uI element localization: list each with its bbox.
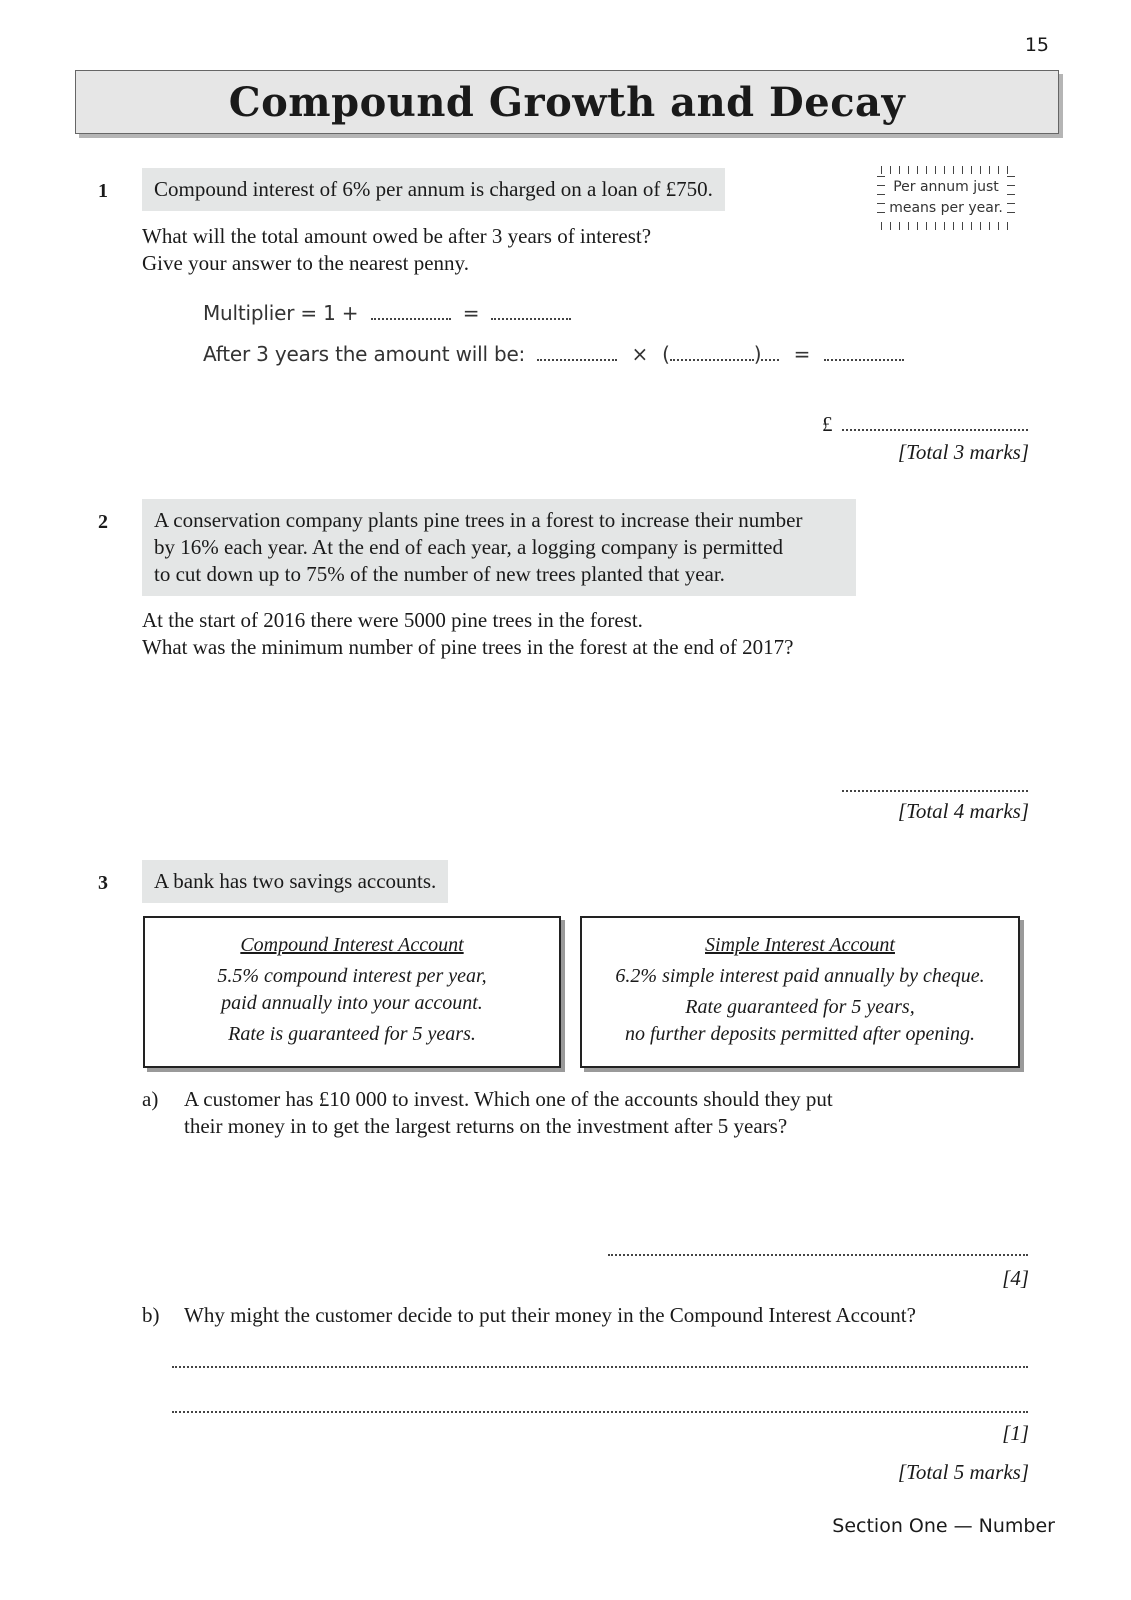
compound-account-line-2: paid annually into your account. [221, 992, 483, 1014]
part-b-marks: [1] [1002, 1421, 1029, 1445]
simple-account-line-3: no further deposits permitted after opening. [625, 1023, 975, 1045]
working-amount [203, 339, 904, 366]
tip-border-left [877, 176, 885, 220]
simple-interest-account-box [580, 916, 1020, 1068]
page-title: Compound Growth and Decay [228, 78, 906, 126]
compound-account-title: Compound Interest Account [240, 934, 464, 956]
simple-account-title: Simple Interest Account [705, 934, 895, 956]
part-a-answer-line[interactable] [608, 1252, 1028, 1256]
question-2-prompt-line-2: by 16% each year. At the end of each year, a logging company is permitted [154, 535, 783, 559]
amount-label: After 3 years the amount will be: [203, 342, 526, 366]
question-1-prompt: Compound interest of 6% per annum is charged on a loan of £750. [142, 168, 725, 211]
section-footer: Section One — Number [832, 1515, 1055, 1537]
tip-border-top [881, 166, 1011, 174]
part-b-answer-line-2[interactable] [172, 1409, 1028, 1413]
compound-account-line-1: 5.5% compound interest per year, [217, 965, 487, 987]
title-banner [75, 70, 1059, 134]
answer-2-line[interactable] [842, 788, 1028, 792]
compound-interest-account-box [143, 916, 561, 1068]
part-a-line-2: their money in to get the largest returns on the investment after 5 years? [184, 1114, 788, 1138]
part-b-label: b) [142, 1303, 160, 1327]
page-number: 15 [1024, 34, 1049, 56]
question-2-line-1: At the start of 2016 there were 5000 pine trees in the forest. [142, 608, 643, 632]
part-a-text [184, 1086, 833, 1140]
question-3-number: 3 [98, 872, 108, 894]
question-1-line-1: What will the total amount owed be after 3 years of interest? [142, 224, 652, 248]
answer-1-line[interactable] [842, 427, 1028, 431]
simple-account-line-1: 6.2% simple interest paid annually by cheque. [615, 965, 985, 987]
amount-exponent-blank[interactable] [761, 339, 779, 361]
part-b-text: Why might the customer decide to put their money in the Compound Interest Account? [184, 1303, 916, 1327]
part-a-label: a) [142, 1087, 159, 1111]
question-1-marks: [Total 3 marks] [897, 440, 1029, 464]
multiplier-blank-2[interactable] [491, 304, 571, 320]
amount-times: × [631, 342, 648, 366]
tip-border-bottom [881, 222, 1011, 230]
question-2-number: 2 [98, 511, 108, 533]
tip-line-1: Per annum just [893, 179, 999, 195]
question-2-line-2: What was the minimum number of pine trees in the forest at the end of 2017? [142, 635, 794, 659]
part-a-marks: [4] [1002, 1266, 1029, 1290]
amount-open-paren: ( [662, 342, 670, 366]
tip-line-2: means per year. [889, 200, 1003, 216]
amount-blank-1[interactable] [537, 345, 617, 361]
question-1-number: 1 [98, 180, 108, 202]
question-3-prompt: A bank has two savings accounts. [142, 860, 448, 903]
multiplier-label: Multiplier = 1 + [203, 301, 359, 325]
compound-account-line-3: Rate is guaranteed for 5 years. [228, 1023, 476, 1045]
amount-blank-3[interactable] [824, 345, 904, 361]
question-1-instructions [142, 223, 651, 277]
amount-close-paren: ) [753, 342, 762, 366]
question-2-marks: [Total 4 marks] [897, 799, 1029, 823]
question-1-line-2: Give your answer to the nearest penny. [142, 251, 469, 275]
question-2-prompt [142, 499, 856, 596]
question-2-instructions [142, 607, 793, 661]
tip-border-right [1007, 176, 1015, 220]
amount-equals: = [793, 342, 811, 366]
part-b-answer-line-1[interactable] [172, 1364, 1028, 1368]
question-3-marks: [Total 5 marks] [897, 1460, 1029, 1484]
per-annum-tip [881, 166, 1011, 230]
working-multiplier [203, 301, 571, 325]
answer-1-currency: £ [822, 412, 833, 436]
simple-account-line-2: Rate guaranteed for 5 years, [685, 996, 915, 1018]
question-2-prompt-line-1: A conservation company plants pine trees in a forest to increase their number [154, 508, 803, 532]
question-2-prompt-line-3: to cut down up to 75% of the number of new trees planted that year. [154, 562, 725, 586]
multiplier-equals: = [462, 301, 480, 325]
multiplier-blank-1[interactable] [371, 304, 451, 320]
amount-blank-2[interactable] [670, 345, 754, 361]
part-a-line-1: A customer has £10 000 to invest. Which one of the accounts should they put [184, 1087, 833, 1111]
